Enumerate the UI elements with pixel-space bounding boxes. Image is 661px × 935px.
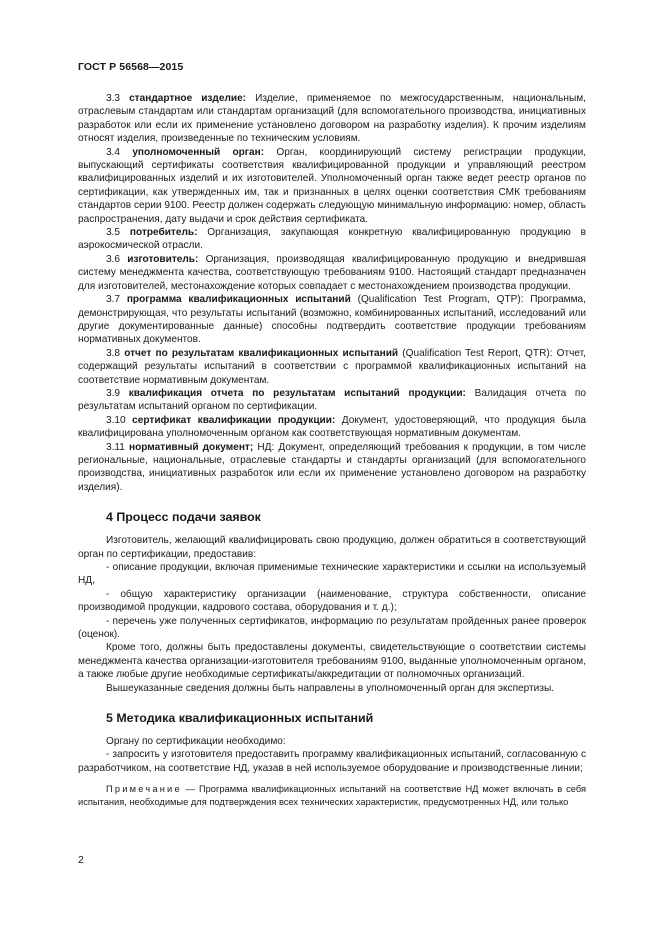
document-body: [78, 92, 586, 808]
definition-3-9: 3.9 квалификация отчета по результатам испытаний продукции: Валидация отчета по результатам испытаний органом по сертификации.: [78, 387, 586, 413]
definition-3-8: 3.8 отчет по результатам квалификационных испытаний (Qualification Test Report, QTR): Отчет, содержащий результаты испытаний в соответствии с программой квалификационных испытаний на соответствие нормативным документам.: [78, 347, 586, 386]
list-item: - перечень уже полученных сертификатов, информацию по результатам пройденных ранее проверок (оценок).: [78, 615, 586, 641]
term: отчет по результатам квалификационных испытаний: [124, 347, 399, 359]
term: потребитель:: [129, 227, 198, 239]
section-5-title: 5 Методика квалификационных испытаний: [106, 711, 374, 726]
definition-3-7: 3.7 программа квалификационных испытаний (Qualification Test Program, QTP): Программа, демонстрирующая, что результаты испытаний (возможно, комбинированных испытаний, исследований или другие документированные данные) способны подтвердить соответствие продукции требованиям нормативных документов.: [78, 294, 586, 346]
definition-3-4: 3.4 уполномоченный орган: Орган, координирующий систему регистрации продукции, выпускающий сертификаты соответствия квалифицированной продукции и управляющий реестром квалифицированных изделий и их изготовителей. Уполномоченный орган также ведет реестр органов по сертификации, как утвержденных им, так и признанных в целях оценки соответствия СМК требованиям стандартов серии 9100. Реестр должен содержать следующую минимальную информацию: номер, область распространения, дату выдачи и срок действия сертификата.: [78, 146, 587, 225]
list-item: - общую характеристику организации (наименование, структура собственности, описание производимой продукции, кадрового состава, оборудования и т. д.);: [78, 588, 586, 614]
definition-3-11: 3.11 нормативный документ; НД: Документ, определяющий требования к продукции, в том числе региональные, национальные, отраслевые стандарты и стандарты организаций (для вспомогательного производства, инициативных разработок или если их применение установлено договором на разработку изделия).: [78, 441, 586, 493]
page-number: 2: [78, 854, 84, 866]
note-text: — Программа квалификационных испытаний на соответствие НД может включать в себя испытания, необходимые для подтверждения всех технических характеристик, предусмотренных НД, или только: [78, 784, 586, 807]
term: квалификация отчета по результатам испытаний продукции:: [128, 387, 466, 399]
term: сертификат квалификации продукции:: [132, 414, 336, 426]
term: нормативный документ;: [129, 441, 254, 453]
section-4-intro: Изготовитель, желающий квалифицировать свою продукцию, должен обратиться в соответствующий орган по сертификации, предоставив:: [78, 535, 586, 560]
term: программа квалификационных испытаний: [126, 294, 351, 306]
note: [78, 783, 586, 808]
note-label: Примечание: [106, 784, 182, 795]
term: уполномоченный орган:: [132, 146, 265, 158]
definition-3-10: 3.10 сертификат квалификации продукции: Документ, удостоверяющий, что продукция была квалифицирована уполномоченным органом как соответствующая нормативным документам.: [78, 414, 586, 440]
term: изготовитель:: [127, 253, 199, 265]
term: стандартное изделие:: [129, 93, 247, 104]
document-header: ГОСТ Р 56568—2015: [78, 61, 184, 73]
section-4-title: 4 Процесс подачи заявок: [106, 510, 261, 525]
section-4-paragraph: Вышеуказанные сведения должны быть направлены в уполномоченный орган для экспертизы.: [106, 682, 555, 694]
definition-3-6: 3.6 изготовитель: Организация, производящая квалифицированную продукцию и внедрившая систему менеджмента качества, соответствующую требованиям 9100. Настоящий стандарт предназначен для изготовителей, местонахождение которых совпадает с местонахождением производства продукции.: [78, 253, 586, 292]
section-4-paragraph: Кроме того, должны быть предоставлены документы, свидетельствующие о соответствии системы менеджмента качества организации-изготовителя требованиям 9100, выданные уполномоченным органом, а также любые другие необходимые сертификаты/аккредитации от полномочных организаций.: [78, 642, 586, 681]
definition-3-5: 3.5 потребитель: Организация, закупающая конкретную квалифицированную продукцию в аэрокосмической отрасли.: [78, 227, 586, 252]
list-item: - описание продукции, включая применимые технические характеристики и ссылки на используемый НД,: [78, 562, 586, 587]
list-item: - запросить у изготовителя предоставить программу квалификационных испытаний, согласованную с разработчиком, на соответствие НД, указав в ней используемое оборудование и производственные линии;: [78, 749, 586, 774]
section-5-intro: Органу по сертификации необходимо:: [106, 736, 286, 748]
definition-3-3: 3.3 стандартное изделие: Изделие, применяемое по межгосударственным, национальным, отраслевым стандартам или стандартам организаций (для вспомогательного производства, инициативных разработок или если их применение установлено договором на разработку изделия). К прочим изделиям относят изделия, произведенные по техническим условиям.: [78, 93, 586, 145]
